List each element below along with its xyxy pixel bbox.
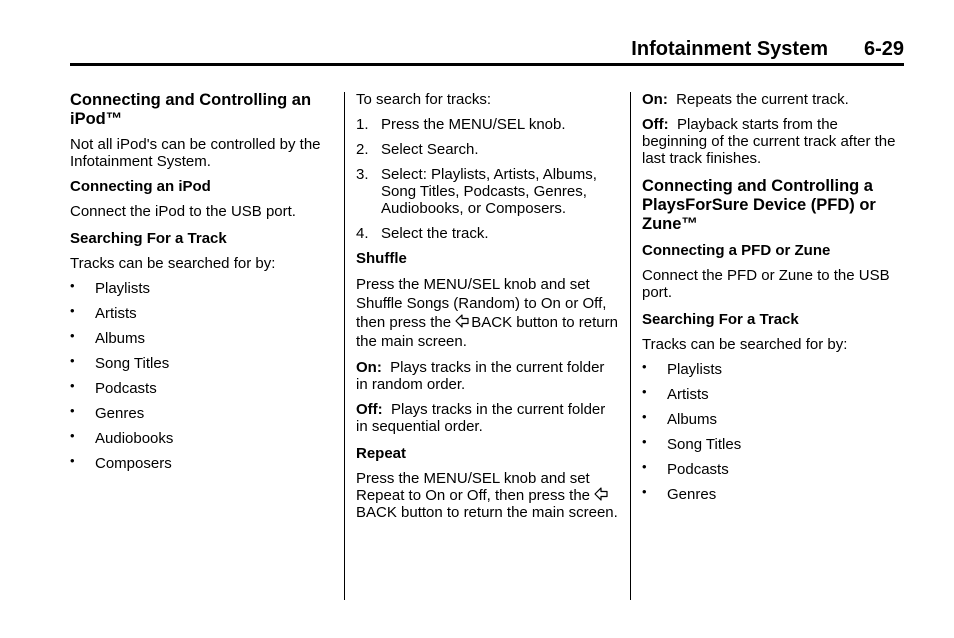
connecting-pfd-text: Connect the PFD or Zune to the USB port.	[642, 267, 890, 301]
off-label: Off:	[642, 116, 669, 133]
column-3	[642, 91, 904, 511]
list-item: • Podcasts	[642, 461, 904, 478]
search-steps	[356, 116, 618, 242]
step-item	[356, 141, 618, 158]
back-arrow-icon	[455, 314, 469, 328]
on-label: On:	[356, 359, 382, 376]
step-text: Press the MENU/SEL knob.	[381, 116, 566, 133]
section-title: Infotainment System	[631, 38, 828, 60]
repeat-text	[356, 470, 618, 521]
on-label: On:	[642, 91, 668, 108]
track-category-list	[642, 361, 904, 503]
shuffle-text	[356, 275, 618, 351]
repeat-text-part: BACK button to return the main screen.	[356, 504, 618, 521]
list-item: • Audiobooks	[70, 430, 332, 447]
list-item: • Playlists	[70, 280, 332, 297]
list-item: • Composers	[70, 455, 332, 472]
off-description: Plays tracks in the current folder in sequential order.	[356, 401, 606, 435]
repeat-on-text	[642, 91, 904, 108]
step-number: 3.	[356, 166, 369, 183]
off-description: Playback starts from the beginning of the current track after the last track finishes.	[642, 116, 896, 167]
repeat-off-text	[642, 116, 904, 167]
on-description: Repeats the current track.	[676, 91, 849, 108]
list-item: • Podcasts	[70, 380, 332, 397]
step-number: 4.	[356, 225, 369, 242]
step-number: 1.	[356, 116, 369, 133]
connecting-ipod-heading: Connecting an iPod	[70, 178, 211, 195]
connecting-ipod-text: Connect the iPod to the USB port.	[70, 203, 296, 220]
searching-track-heading: Searching For a Track	[642, 311, 799, 328]
header-rule	[70, 63, 904, 66]
column-divider	[344, 92, 345, 600]
list-item: • Artists	[642, 386, 904, 403]
step-text: Select: Playlists, Artists, Albums, Song Titles, Podcasts, Genres, Audiobooks, or Composers.	[381, 166, 597, 217]
repeat-text-part: Press the MENU/SEL knob and set Repeat to On or Off, then press the	[356, 470, 591, 504]
shuffle-text-part: BACK button to return the main screen.	[356, 314, 618, 350]
page-number: 6-29	[863, 38, 904, 60]
step-item	[356, 166, 618, 217]
ipod-intro: Not all iPod's can be controlled by the Infotainment System.	[70, 136, 321, 170]
step-text: Select Search.	[381, 141, 479, 158]
ipod-heading: Connecting and Controlling an iPod™	[70, 91, 312, 128]
step-item	[356, 116, 618, 133]
list-item: • Genres	[70, 405, 332, 422]
on-description: Plays tracks in the current folder in random order.	[356, 359, 605, 393]
list-item: • Playlists	[642, 361, 904, 378]
repeat-heading: Repeat	[356, 445, 407, 462]
back-arrow-icon	[594, 487, 608, 501]
pfd-heading: Connecting and Controlling a PlaysForSure Device (PFD) or Zune™	[642, 177, 876, 233]
shuffle-heading: Shuffle	[356, 250, 407, 267]
connecting-pfd-heading: Connecting a PFD or Zune	[642, 242, 831, 259]
track-category-list	[70, 280, 332, 472]
column-1	[70, 91, 332, 480]
list-item: • Albums	[642, 411, 904, 428]
column-divider	[630, 92, 631, 600]
list-item: • Artists	[70, 305, 332, 322]
list-item: • Genres	[642, 486, 904, 503]
shuffle-on-text	[356, 359, 618, 393]
list-item: • Song Titles	[642, 436, 904, 453]
list-item: • Albums	[70, 330, 332, 347]
searching-track-text: Tracks can be searched for by:	[70, 255, 276, 272]
step-text: Select the track.	[381, 225, 489, 242]
shuffle-text-part: Press the MENU/SEL knob and set Shuffle Songs (Random) to On or Off, then press the	[356, 276, 607, 331]
shuffle-off-text	[356, 401, 618, 435]
list-item: • Song Titles	[70, 355, 332, 372]
step-number: 2.	[356, 141, 369, 158]
searching-track-text: Tracks can be searched for by:	[642, 336, 848, 353]
search-intro: To search for tracks:	[356, 91, 492, 108]
step-item	[356, 225, 618, 242]
searching-track-heading: Searching For a Track	[70, 230, 227, 247]
column-2	[356, 91, 618, 529]
off-label: Off:	[356, 401, 383, 418]
